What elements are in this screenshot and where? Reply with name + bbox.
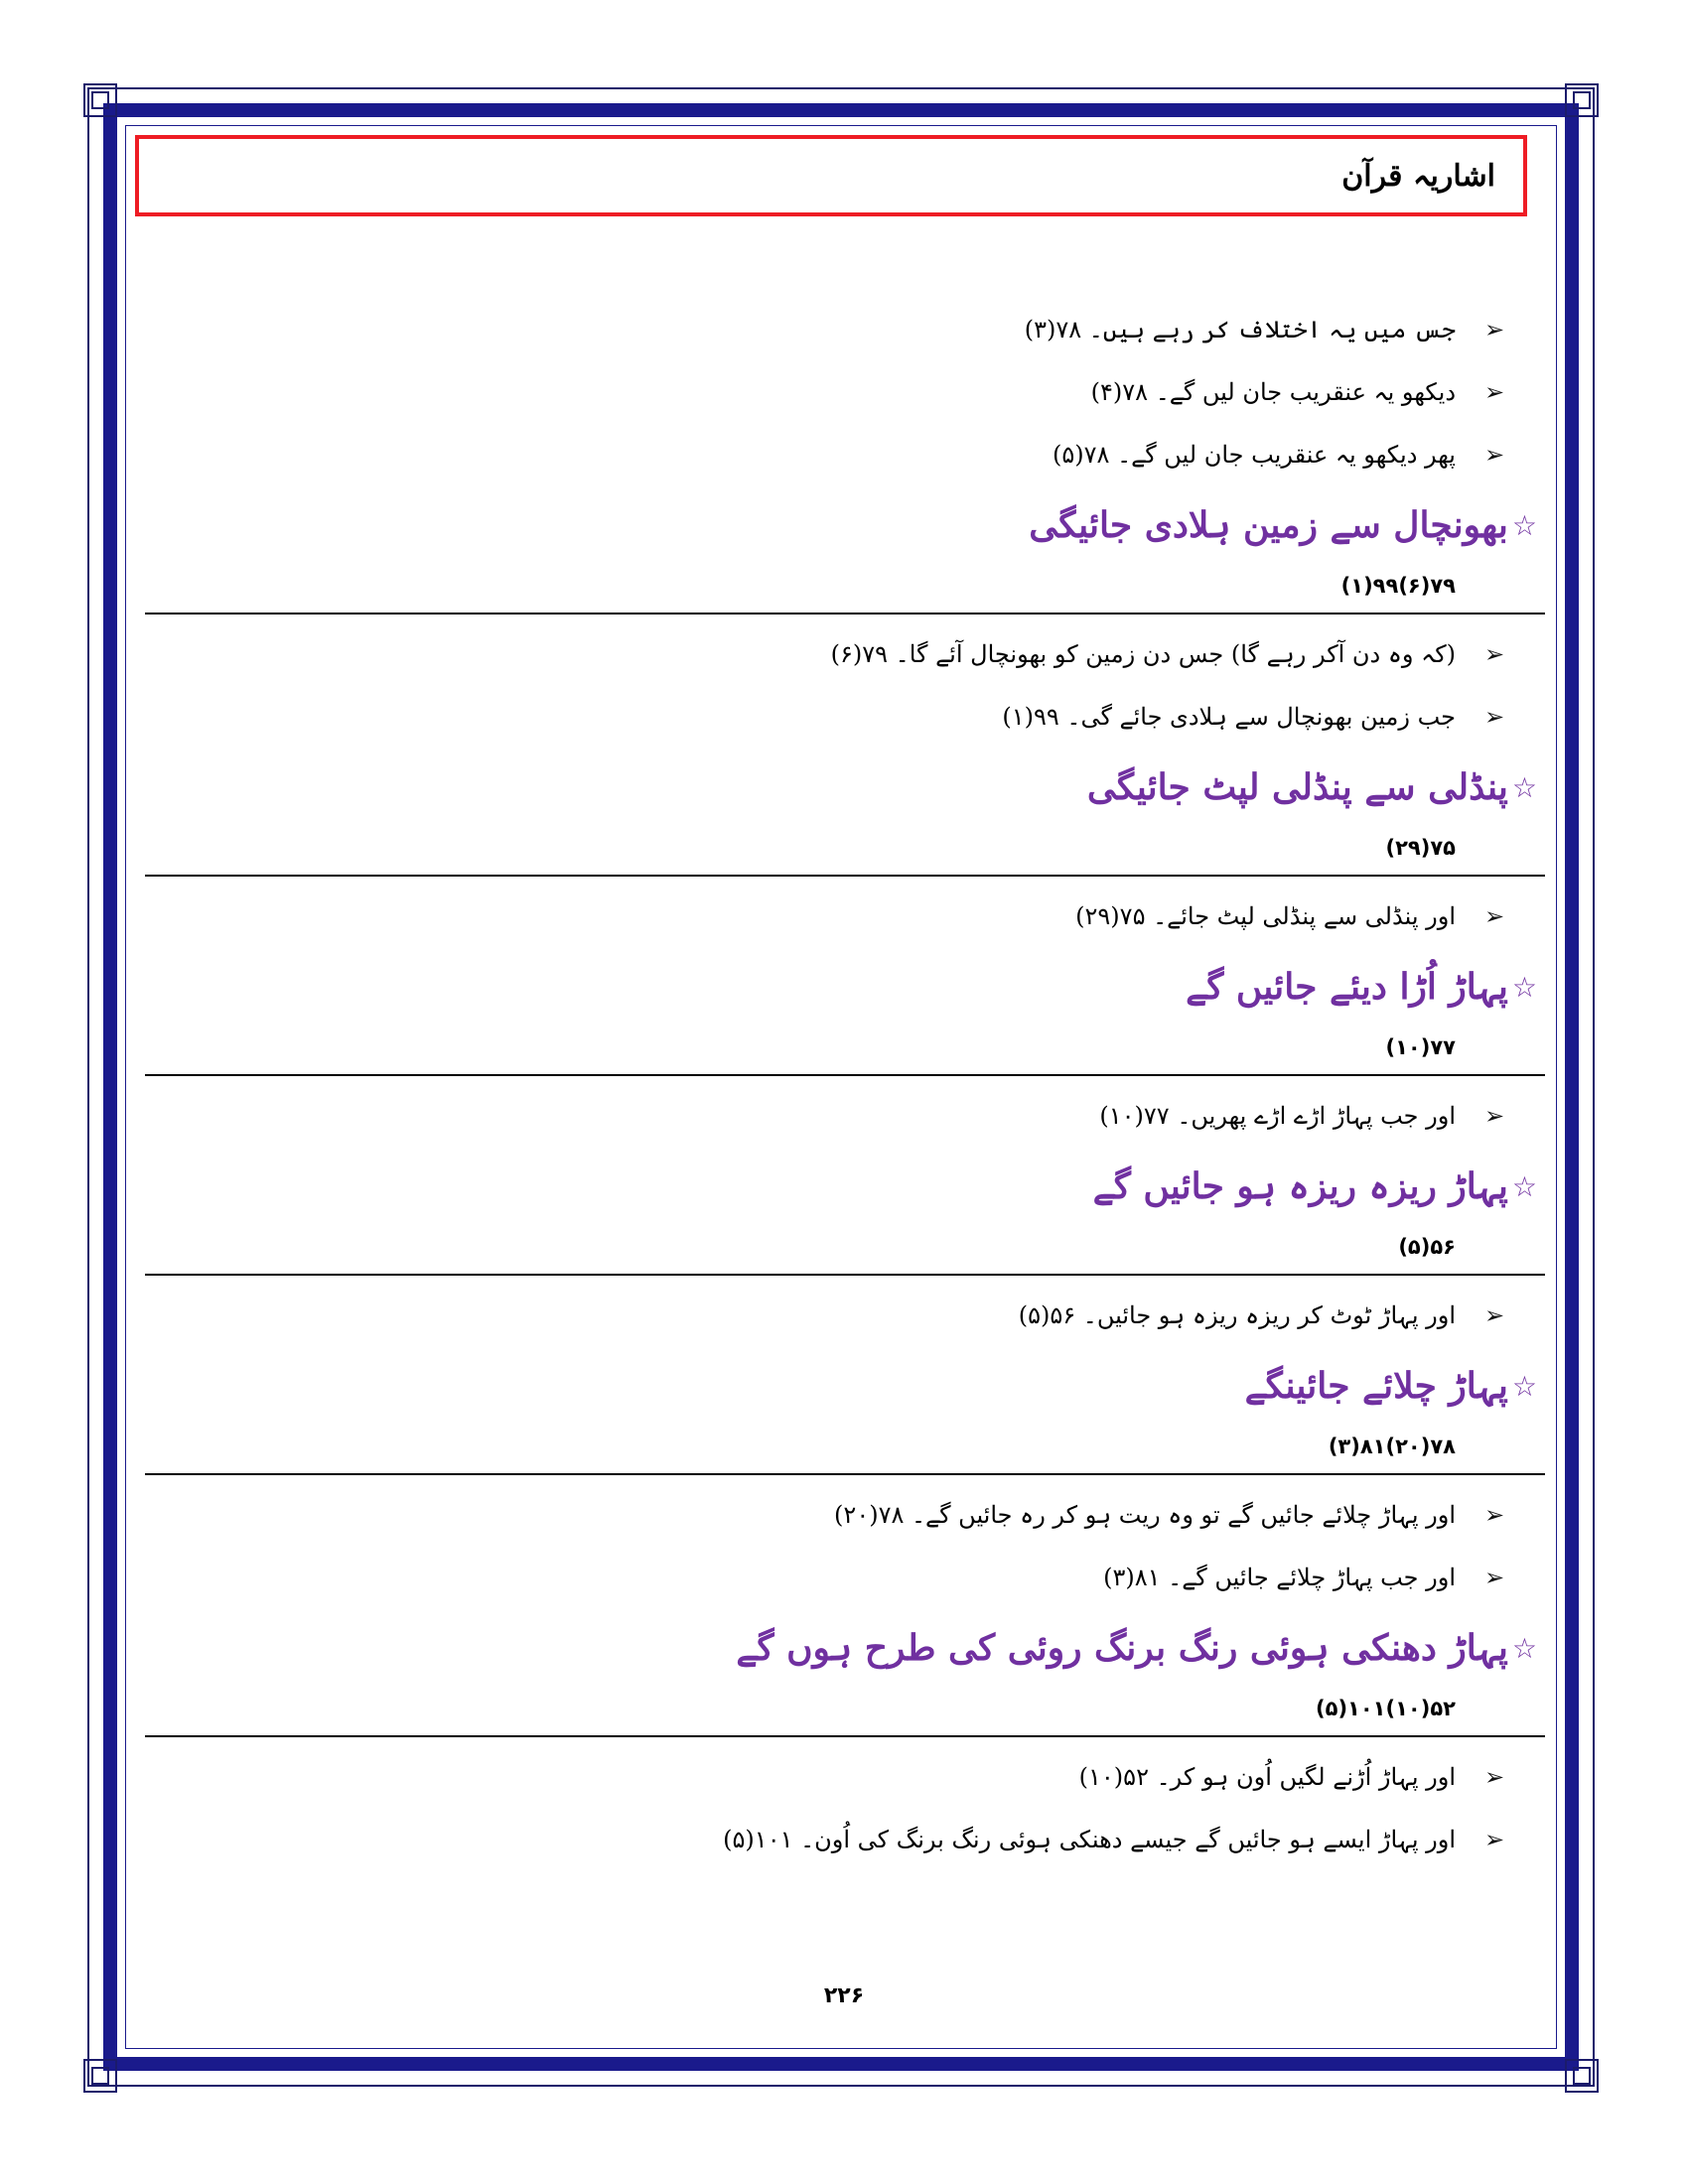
section-references: ۵۶(۵) — [1398, 1235, 1456, 1259]
arrow-bullet-icon: ➢ — [1483, 639, 1505, 668]
list-item — [145, 298, 1545, 360]
arrow-bullet-icon: ➢ — [1483, 315, 1505, 343]
section-divider — [145, 1274, 1545, 1276]
list-item-text: اور جب پہاڑ اڑے اڑے پھریں۔ ۷۷(۱۰) — [1099, 1101, 1456, 1130]
list-item-text: اور جب پہاڑ چلائے جائیں گے۔ ۸۱(۳) — [1103, 1563, 1456, 1591]
arrow-bullet-icon: ➢ — [1483, 440, 1505, 469]
index-section — [145, 947, 1545, 1147]
section-divider — [145, 1074, 1545, 1076]
list-item-text: جس میں یہ اختلاف کر رہے ہیں۔ ۷۸(۳) — [1024, 315, 1456, 343]
list-item — [145, 622, 1545, 685]
section-heading-text: پہاڑ چلائے جائینگے — [1244, 1365, 1508, 1407]
star-icon: ☆ — [1511, 970, 1537, 1004]
section-heading-text: بھونچال سے زمین ہلادی جائیگی — [1029, 504, 1508, 546]
section-divider — [145, 613, 1545, 614]
arrow-bullet-icon: ➢ — [1483, 1300, 1505, 1329]
section-divider — [145, 875, 1545, 877]
intro-list — [145, 298, 1545, 485]
frame-corner-ornament — [1565, 2059, 1599, 2093]
header-box — [135, 135, 1527, 216]
star-icon: ☆ — [1511, 770, 1537, 804]
star-icon: ☆ — [1511, 508, 1537, 542]
section-divider — [145, 1735, 1545, 1737]
frame-corner-ornament — [1565, 83, 1599, 117]
arrow-bullet-icon: ➢ — [1483, 1101, 1505, 1130]
index-section — [145, 1147, 1545, 1346]
list-item — [145, 423, 1545, 485]
page-number: ۲۲۶ — [823, 1983, 865, 2008]
list-item-text: اور پہاڑ اُڑنے لگیں اُون ہو کر۔ ۵۲(۱۰) — [1078, 1762, 1456, 1791]
list-item — [145, 1745, 1545, 1808]
star-icon: ☆ — [1511, 1169, 1537, 1203]
list-item — [145, 1483, 1545, 1546]
list-item — [145, 360, 1545, 423]
index-section — [145, 748, 1545, 947]
section-references: ۷۷(۱۰) — [1385, 1035, 1456, 1059]
list-item — [145, 1808, 1545, 1870]
star-icon: ☆ — [1511, 1369, 1537, 1403]
list-item — [145, 1084, 1545, 1147]
list-item — [145, 1284, 1545, 1346]
section-heading-text: پہاڑ ریزہ ریزہ ہو جائیں گے — [1092, 1165, 1508, 1207]
arrow-bullet-icon: ➢ — [1483, 1825, 1505, 1853]
list-item-text: (کہ وہ دن آکر رہے گا) جس دن زمین کو بھونچال آئے گا۔ ۷۹(۶) — [830, 639, 1456, 668]
section-divider — [145, 1473, 1545, 1475]
frame-corner-ornament — [83, 2059, 117, 2093]
arrow-bullet-icon: ➢ — [1483, 1563, 1505, 1591]
section-references: ۷۵(۲۹) — [1385, 836, 1456, 860]
index-content — [145, 298, 1545, 1870]
arrow-bullet-icon: ➢ — [1483, 901, 1505, 930]
list-item-text: اور پہاڑ چلائے جائیں گے تو وہ ریت ہو کر رہ جائیں گے۔ ۷۸(۲۰) — [834, 1500, 1456, 1529]
arrow-bullet-icon: ➢ — [1483, 702, 1505, 731]
list-item-text: اور پہاڑ ٹوٹ کر ریزہ ریزہ ہو جائیں۔ ۵۶(۵) — [1018, 1300, 1456, 1329]
section-heading-text: پہاڑ اُڑا دیئے جائیں گے — [1186, 966, 1508, 1008]
list-item-text: پھر دیکھو یہ عنقریب جان لیں گے۔ ۷۸(۵) — [1053, 440, 1456, 469]
section-heading — [145, 485, 1545, 565]
list-item-text: اور پہاڑ ایسے ہو جائیں گے جیسے دھنکی ہوئی رنگ برنگ کی اُون۔ ۱۰۱(۵) — [723, 1825, 1456, 1853]
section-references: ۷۹(۶)۹۹(۱) — [1340, 574, 1456, 598]
section-heading-text: پہاڑ دھنکی ہوئی رنگ برنگ روئی کی طرح ہوں گے — [736, 1627, 1508, 1669]
index-section — [145, 1346, 1545, 1608]
arrow-bullet-icon: ➢ — [1483, 1762, 1505, 1791]
arrow-bullet-icon: ➢ — [1483, 377, 1505, 406]
page-title: اشاریہ قرآن — [1341, 158, 1495, 194]
arrow-bullet-icon: ➢ — [1483, 1500, 1505, 1529]
list-item-text: اور پنڈلی سے پنڈلی لپٹ جائے۔ ۷۵(۲۹) — [1075, 901, 1456, 930]
section-references: ۵۲(۱۰)۱۰۱(۵) — [1316, 1697, 1456, 1720]
list-item-text: دیکھو یہ عنقریب جان لیں گے۔ ۷۸(۴) — [1090, 377, 1456, 406]
index-section — [145, 485, 1545, 748]
section-heading-text: پنڈلی سے پنڈلی لپٹ جائیگی — [1086, 766, 1508, 808]
list-item — [145, 685, 1545, 748]
section-heading — [145, 1608, 1545, 1688]
star-icon: ☆ — [1511, 1631, 1537, 1665]
section-heading — [145, 1346, 1545, 1426]
list-item — [145, 1546, 1545, 1608]
section-references: ۷۸(۲۰)۸۱(۳) — [1328, 1434, 1456, 1458]
section-heading — [145, 748, 1545, 827]
frame-corner-ornament — [83, 83, 117, 117]
section-heading — [145, 947, 1545, 1026]
section-heading — [145, 1147, 1545, 1226]
index-section — [145, 1608, 1545, 1870]
list-item — [145, 885, 1545, 947]
list-item-text: جب زمین بھونچال سے ہلادی جائے گی۔ ۹۹(۱) — [1002, 702, 1456, 731]
